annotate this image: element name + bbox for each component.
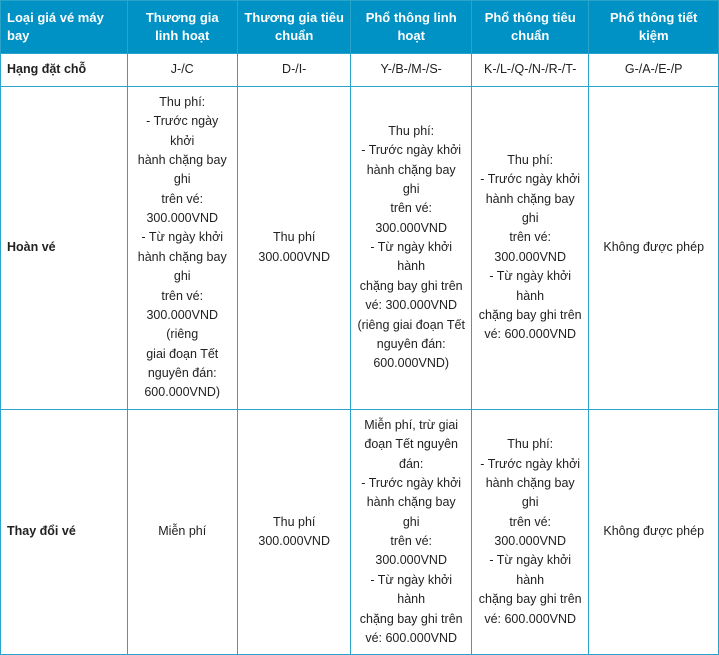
column-header-fare-type: Loại giá vé máy bay (1, 1, 128, 54)
cell-booking-class-economy-standard: K-/L-/Q-/N-/R-/T- (471, 54, 588, 86)
cell-refund-economy-flex: Thu phí: - Trước ngày khởi hành chặng bay ghi trên vé: 300.000VND - Từ ngày khởi hành chặng bay ghi trên vé: 300.000VND (riêng giai đoạn Tết nguyên đán: 600.000VND) (351, 86, 472, 409)
column-header-economy-saver: Phổ thông tiết kiệm (589, 1, 719, 54)
row-label-change: Thay đổi vé (1, 409, 128, 655)
cell-refund-economy-standard: Thu phí: - Trước ngày khởi hành chặng bay ghi trên vé: 300.000VND - Từ ngày khởi hành chặng bay ghi trên vé: 600.000VND (471, 86, 588, 409)
table-row (1, 86, 719, 409)
table-header-row (1, 1, 719, 54)
table-row (1, 409, 719, 655)
cell-booking-class-economy-saver: G-/A-/E-/P (589, 54, 719, 86)
cell-change-business-standard: Thu phí 300.000VND (237, 409, 350, 655)
column-header-economy-standard: Phổ thông tiêu chuẩn (471, 1, 588, 54)
cell-change-economy-saver: Không được phép (589, 409, 719, 655)
cell-refund-business-flex: Thu phí: - Trước ngày khởi hành chặng bay ghi trên vé: 300.000VND - Từ ngày khởi hành chặng bay ghi trên vé: 300.000VND (riêng giai đoạn Tết nguyên đán: 600.000VND) (127, 86, 237, 409)
cell-booking-class-economy-flex: Y-/B-/M-/S- (351, 54, 472, 86)
cell-change-business-flex: Miễn phí (127, 409, 237, 655)
cell-refund-business-standard: Thu phí 300.000VND (237, 86, 350, 409)
cell-change-economy-standard: Thu phí: - Trước ngày khởi hành chặng bay ghi trên vé: 300.000VND - Từ ngày khởi hành chặng bay ghi trên vé: 600.000VND (471, 409, 588, 655)
cell-change-economy-flex: Miễn phí, trừ giai đoạn Tết nguyên đán: - Trước ngày khởi hành chặng bay ghi trên vé: 300.000VND - Từ ngày khởi hành chặng bay ghi trên vé: 600.000VND (351, 409, 472, 655)
table-row (1, 54, 719, 86)
column-header-business-standard: Thương gia tiêu chuẩn (237, 1, 350, 54)
cell-booking-class-business-flex: J-/C (127, 54, 237, 86)
cell-refund-economy-saver: Không được phép (589, 86, 719, 409)
table-body (1, 54, 719, 655)
column-header-business-flex: Thương gia linh hoạt (127, 1, 237, 54)
table-header (1, 1, 719, 54)
cell-booking-class-business-standard: D-/I- (237, 54, 350, 86)
row-label-booking-class: Hạng đặt chỗ (1, 54, 128, 86)
row-label-refund: Hoàn vé (1, 86, 128, 409)
column-header-economy-flex: Phổ thông linh hoạt (351, 1, 472, 54)
